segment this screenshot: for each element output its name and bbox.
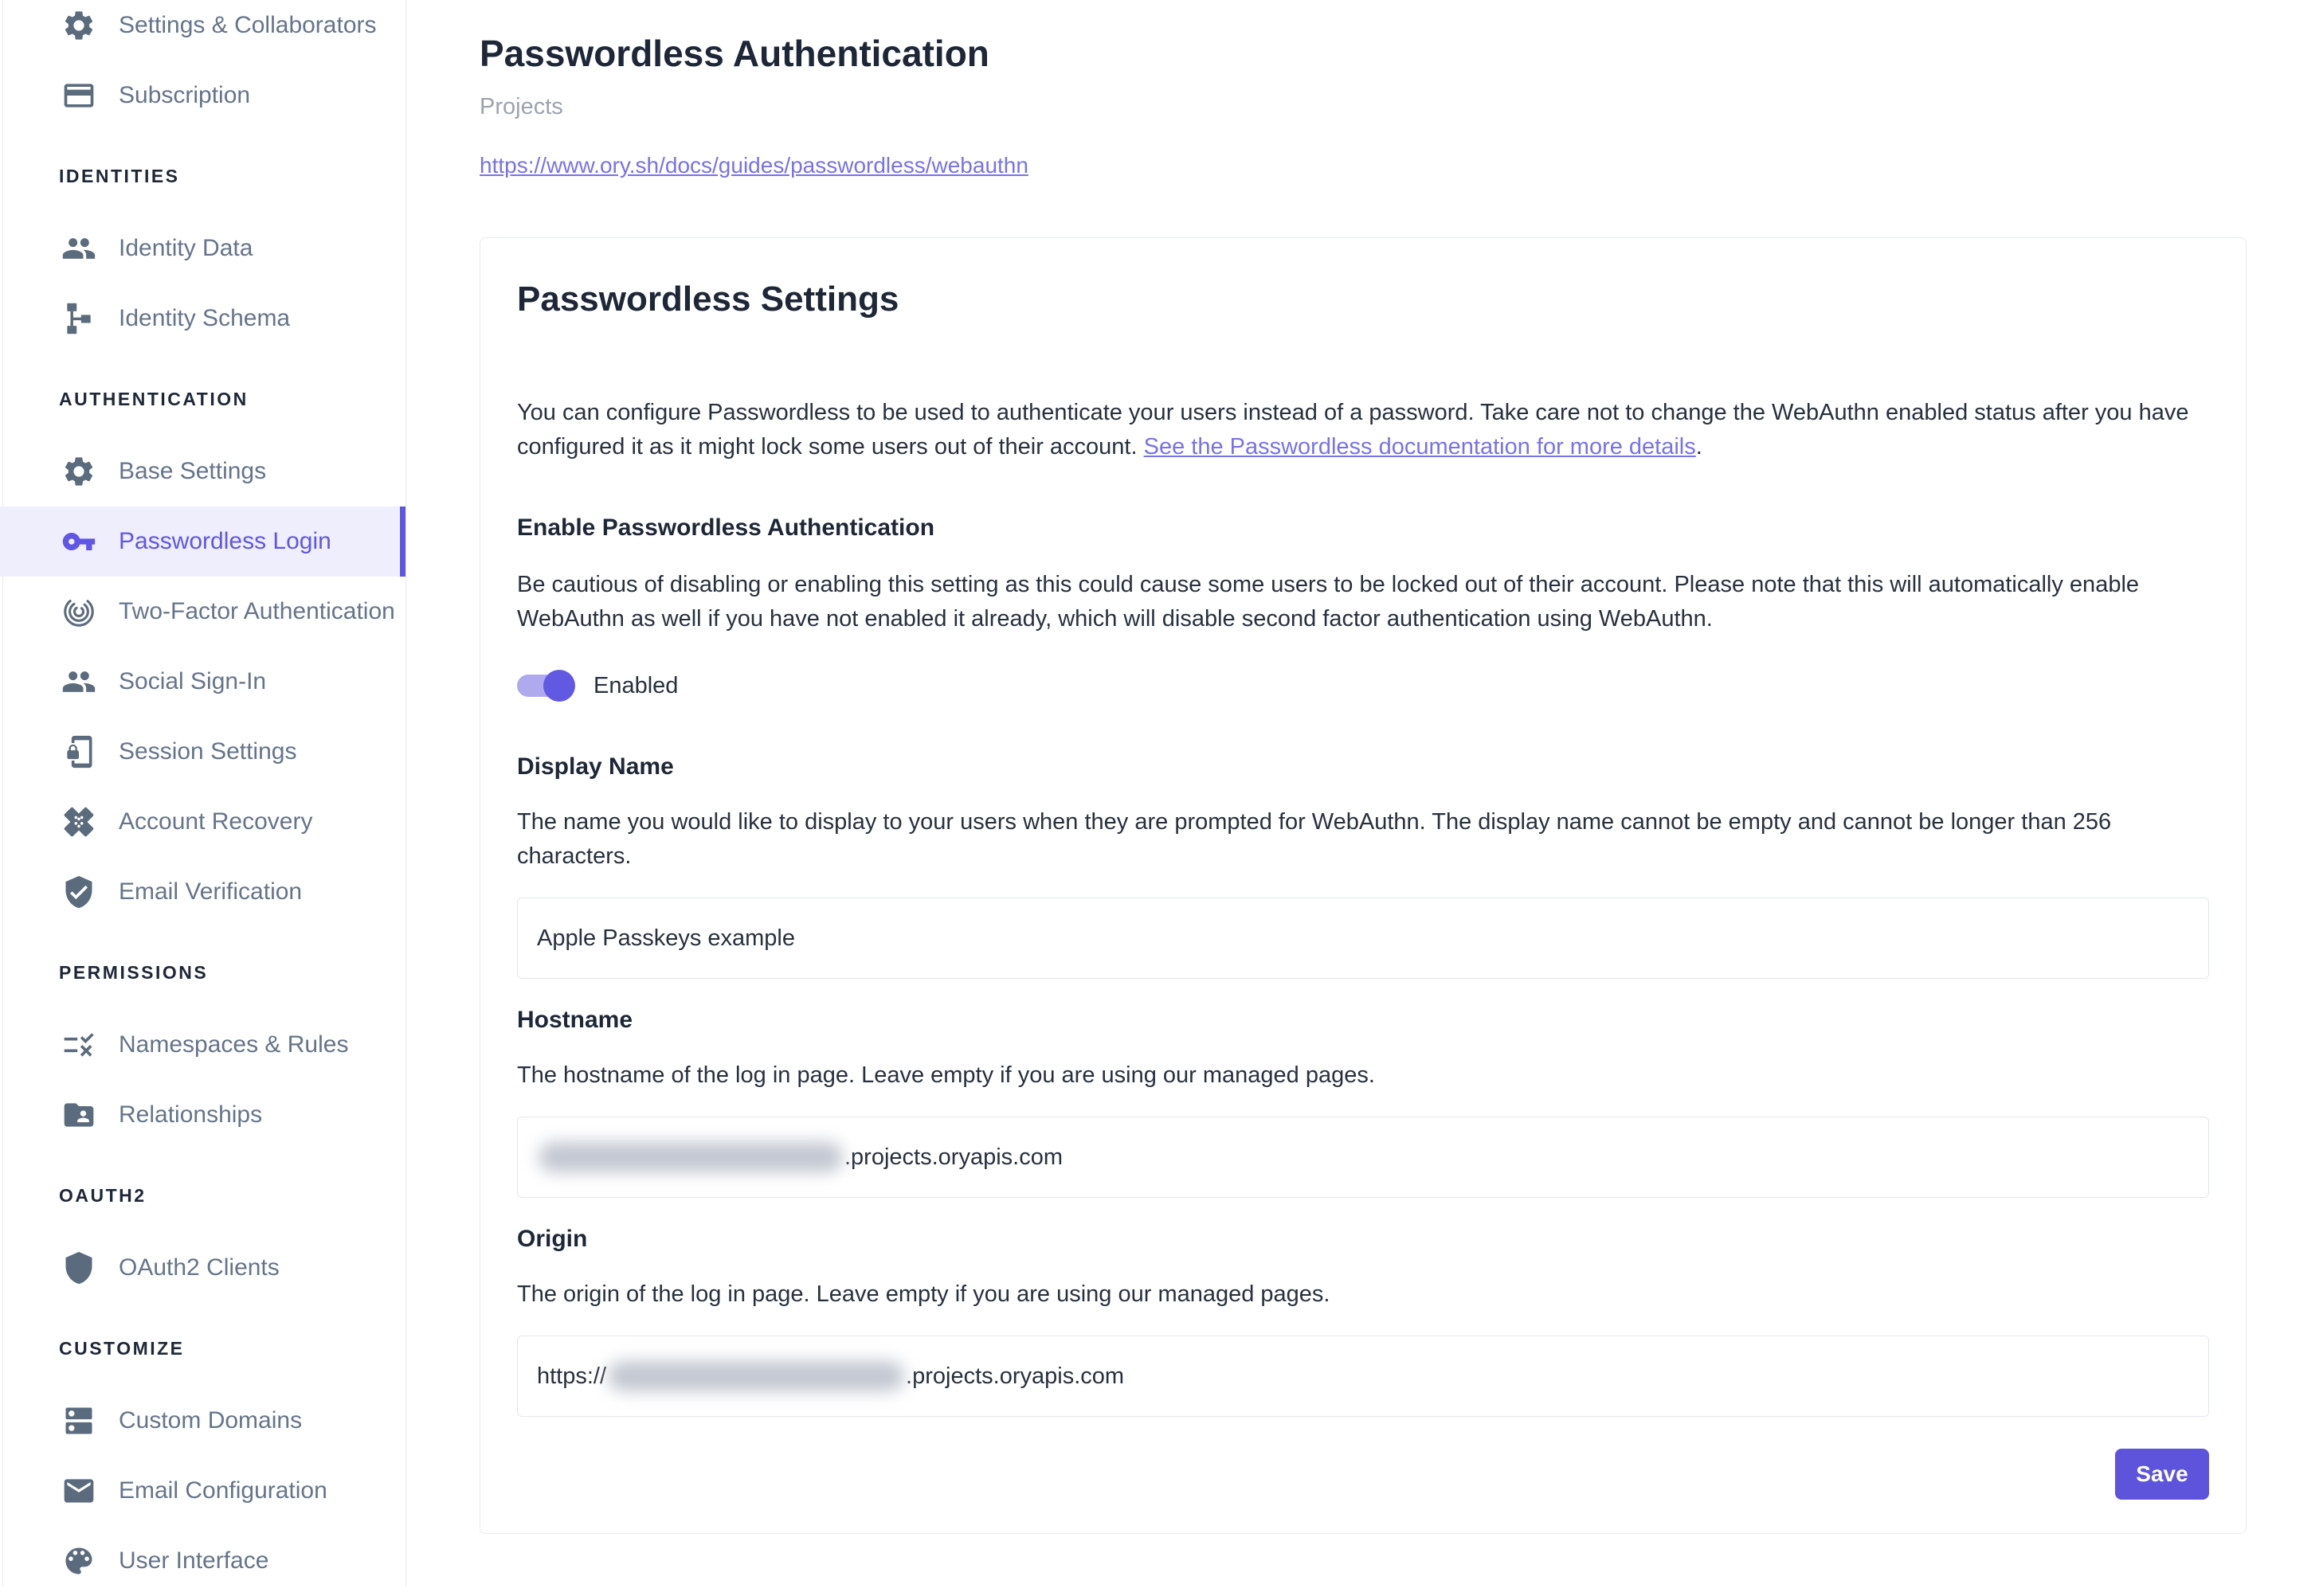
rule-list-icon: [61, 1027, 96, 1062]
sidebar-nav: [0, 0, 405, 1596]
display-name-heading: Display Name: [517, 753, 674, 780]
documentation-link[interactable]: https://www.ory.sh/docs/guides/passwordless/webauthn: [480, 153, 1028, 178]
hostname-input[interactable]: [517, 1117, 2209, 1198]
phone-lock-icon: [61, 734, 96, 769]
sidebar-item-label: Account Recovery: [119, 808, 313, 835]
sidebar-section-oauth2: OAUTH2: [59, 1185, 147, 1206]
people-icon: [61, 231, 96, 266]
sidebar-item-custom-domains[interactable]: [0, 1386, 405, 1456]
key-icon: [61, 524, 96, 559]
main-content: [406, 0, 2323, 1586]
display-name-input[interactable]: [517, 898, 2209, 979]
sidebar-item-label: Session Settings: [119, 738, 297, 765]
sidebar-item-session-settings[interactable]: [0, 717, 405, 787]
sidebar-item-label: Namespaces & Rules: [119, 1031, 349, 1058]
enable-passwordless-heading: Enable Passwordless Authentication: [517, 514, 935, 541]
people-icon: [61, 664, 96, 699]
origin-input[interactable]: [517, 1336, 2209, 1417]
redacted-origin-segment: [608, 1361, 904, 1391]
sidebar-item-identity-data[interactable]: [0, 213, 405, 284]
sidebar-item-label: Settings & Collaborators: [119, 12, 377, 38]
sidebar-item-settings-collaborators[interactable]: [0, 0, 405, 61]
enable-passwordless-description: Be cautious of disabling or enabling this setting as this could cause some users to be locked out of their account. Please note that this will automatically enable WebAuthn as well if you have not enabled it already, which will disable second factor authentication using WebAuthn.: [517, 572, 2140, 632]
enable-toggle-row: [517, 668, 2209, 703]
sidebar-item-label: OAuth2 Clients: [119, 1254, 280, 1281]
mail-icon: [61, 1473, 96, 1508]
passwordless-settings-card: [480, 237, 2247, 1534]
sidebar-item-base-settings[interactable]: [0, 436, 405, 507]
sidebar-item-user-interface[interactable]: [0, 1526, 405, 1596]
hostname-heading: Hostname: [517, 1007, 633, 1033]
schema-icon: [61, 301, 96, 336]
sidebar-section-identities: IDENTITIES: [59, 166, 180, 186]
origin-suffix: .projects.oryapis.com: [906, 1363, 1125, 1389]
intro-text: [517, 396, 2207, 464]
origin-prefix: https://: [537, 1363, 607, 1389]
fingerprint-icon: [61, 594, 96, 629]
gear-icon: [61, 454, 96, 489]
sidebar-item-label: Email Configuration: [119, 1477, 327, 1504]
shield-icon: [61, 1250, 96, 1285]
sidebar-item-label: Base Settings: [119, 458, 267, 484]
sidebar-item-label: Social Sign-In: [119, 668, 267, 694]
sidebar-item-social-sign-in[interactable]: [0, 647, 405, 717]
sidebar-item-account-recovery[interactable]: [0, 787, 405, 857]
sidebar-item-label: Identity Data: [119, 235, 253, 261]
bandage-icon: [61, 804, 96, 839]
sidebar-item-label: Two-Factor Authentication: [119, 598, 395, 624]
toggle-thumb: [543, 670, 575, 702]
intro-text-body: You can configure Passwordless to be used to authenticate your users instead of a password. Take care not to change the WebAuthn enabled status after you have configured it as it might lock some users out of their account.: [517, 400, 2189, 460]
card-actions: [517, 1449, 2209, 1500]
sidebar-item-subscription[interactable]: [0, 61, 405, 131]
sidebar-item-identity-schema[interactable]: [0, 284, 405, 354]
sidebar-item-relationships[interactable]: [0, 1080, 405, 1150]
palette-icon: [61, 1543, 96, 1578]
sidebar-item-label: Subscription: [119, 82, 251, 108]
redacted-hostname-segment: [539, 1142, 843, 1172]
sidebar-item-label: Identity Schema: [119, 305, 291, 331]
origin-heading: Origin: [517, 1226, 588, 1252]
sidebar-item-label: Relationships: [119, 1101, 263, 1128]
origin-description: The origin of the log in page. Leave empty if you are using our managed pages.: [517, 1281, 1330, 1307]
sidebar-item-label: Email Verification: [119, 878, 303, 905]
toggle-label: Enabled: [593, 672, 679, 698]
card-title: Passwordless Settings: [517, 280, 899, 319]
passwordless-enabled-toggle[interactable]: [517, 675, 573, 697]
credit-card-icon: [61, 78, 96, 113]
sidebar-item-two-factor-authentication[interactable]: [0, 577, 405, 647]
sidebar-item-passwordless-login[interactable]: [0, 507, 405, 577]
server-stack-icon: [61, 1403, 96, 1438]
sidebar-section-permissions: PERMISSIONS: [59, 962, 209, 983]
gear-icon: [61, 8, 96, 43]
hostname-description: The hostname of the log in page. Leave empty if you are using our managed pages.: [517, 1062, 1375, 1088]
intro-text-period: .: [1695, 434, 1702, 460]
sidebar-section-customize: CUSTOMIZE: [59, 1338, 185, 1359]
sidebar-item-label: Custom Domains: [119, 1407, 303, 1434]
sidebar-item-label: User Interface: [119, 1547, 269, 1574]
sidebar-item-email-configuration[interactable]: [0, 1456, 405, 1526]
passwordless-docs-link[interactable]: See the Passwordless documentation for more details: [1143, 434, 1696, 460]
hostname-suffix: .projects.oryapis.com: [844, 1144, 1063, 1170]
display-name-description: The name you would like to display to your users when they are prompted for WebAuthn. The display name cannot be empty and cannot be longer than 256 characters.: [517, 809, 2112, 869]
sidebar: [0, 0, 406, 1586]
sidebar-item-oauth2-clients[interactable]: [0, 1233, 405, 1303]
sidebar-item-label: Passwordless Login: [119, 528, 331, 554]
folder-person-icon: [61, 1097, 96, 1132]
sidebar-item-namespaces-rules[interactable]: [0, 1010, 405, 1080]
shield-check-icon: [61, 874, 96, 909]
breadcrumb: Projects: [480, 94, 563, 119]
page-title: Passwordless Authentication: [480, 33, 989, 74]
save-button[interactable]: Save: [2115, 1449, 2209, 1500]
sidebar-item-email-verification[interactable]: [0, 857, 405, 927]
sidebar-section-authentication: AUTHENTICATION: [59, 389, 249, 409]
